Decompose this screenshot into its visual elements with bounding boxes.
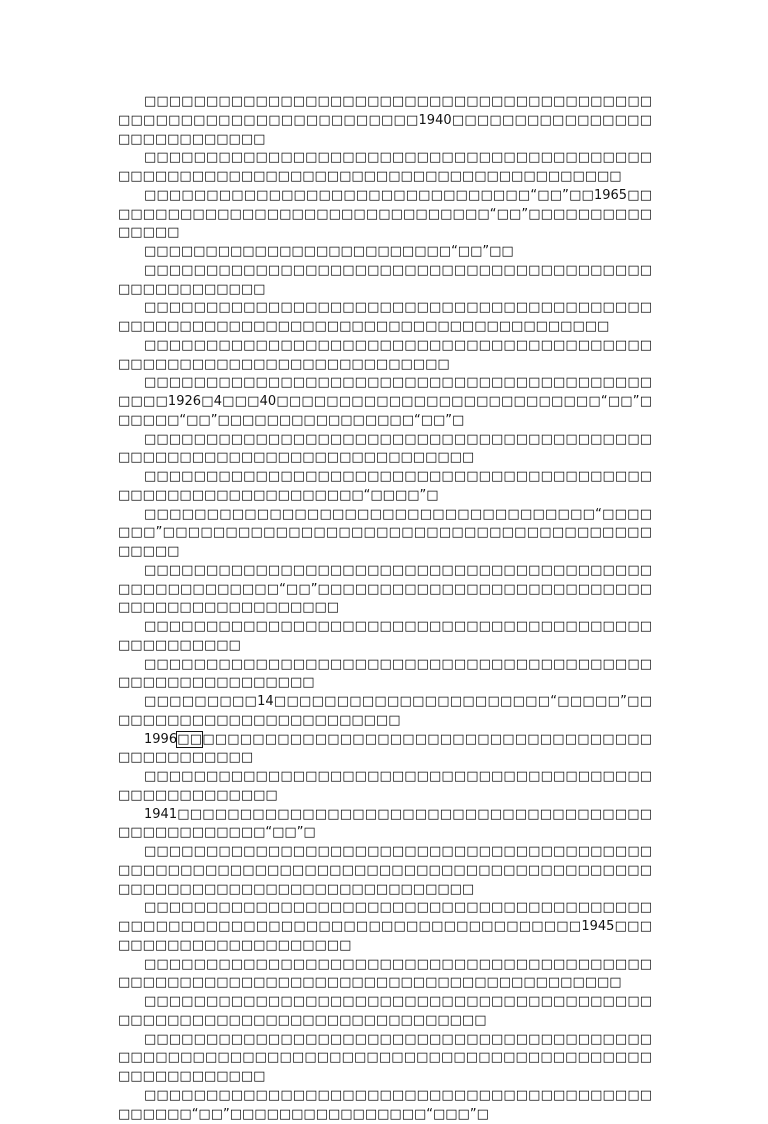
paragraph: □□□□□□□□□□□□□□□□□□□□□□□□□□□□□□□□□□□□□□□□□□□□□□□“□□”□□□□□□□□□□□□□□□□“□□□”□	[118, 1087, 652, 1122]
paragraph: □□□□□□□□□□□□□□□□□□□□□□□□□□□□□□□□□□□□□□□□□□□□□□□□□□□□□□□□□□□□□□□□□□□□□□□□□□□□□□□□□□□□□□□□□□□□□□□□	[118, 1031, 652, 1084]
paragraph: □□□□□□□□□□□□□□□□□□□□□□□□□□□□□□□□□□□□□□□□□□□□□□□□□□□□□□□□□□□□□□□□□□□□□□□□□□□□□□□□□□	[118, 956, 652, 991]
paragraph: 1941□□□□□□□□□□□□□□□□□□□□□□□□□□□□□□□□□□□□□□□□□□□□□□□□□□“□□”□	[118, 806, 652, 841]
paragraph: □□□□□□□□□□□□□□□□□□□□□□□□□□□□□□□□□□□□□□□□□□□□□□□□□□□	[118, 619, 652, 653]
paragraph: □□□□□□□□□□□□□□□□□□□□□□□□□□□□□□□□□□□□□□□□□□□□□1926□4□□□40□□□□□□□□□□□□□□□□□□□□□□□□□□“□□”□□□□□□“□□”□□□□□□□□□□□□□□□□“□□”□	[118, 375, 652, 428]
paragraph: □□□□□□□□□□□□□□□□□□□□□□□□□□□□□□□“□□”□□1965□□□□□□□□□□□□□□□□□□□□□□□□□□□□□□□□“□□”□□□□□□□□□□□□□□□	[118, 187, 652, 241]
paragraph: □□□□□□□□□□□□□□□□□□□□□□□□□□□□□□□□□□□□□□□□□□□□□□□□□□□□□□□□□□□□□“□□□□”□	[118, 469, 652, 503]
paragraph-highlight	[118, 731, 652, 769]
paragraph: □□□□□□□□□□□□□□□□□□□□□□□□□□□□□□□□□□□□□□□□□□□□□□□□□□□□□□	[118, 769, 652, 803]
paragraph: □□□□□□□□□□□□□□□□□□□□□□□□□□□□□□□□□□□□□□□□□□□□□□□□□□□□□□“□□”□□□□□□□□□□□□□□□□□□□□□□□□□□□□□□□□□□□□□□□□□□□□□	[118, 562, 652, 616]
paragraph: □□□□□□□□□□□□□□□□□□□□□□□□□□□□□□□□□□□□□□□□□□□□□□□□□□□□□□□□□□□□□□□□□□□□□□□	[118, 994, 652, 1028]
paragraph: □□□□□□□□□14□□□□□□□□□□□□□□□□□□□□□□“□□□□□”□□□□□□□□□□□□□□□□□□□□□□□□□	[118, 694, 652, 728]
document-body	[118, 93, 652, 1124]
paragraph: □□□□□□□□□□□□□□□□□□□□□□□□□□□□□□□□□□□□□□□□□□□□□□□□□□□□□□□□□	[118, 656, 652, 691]
highlight-year: 1996	[144, 731, 178, 747]
paragraph: □□□□□□□□□□□□□□□□□□□□□□□□□□□□□□□□□□□□□□□□□□□□□□□□□□□□□□□□□□□□□□□□□□□□□□	[118, 431, 652, 466]
paragraph: □□□□□□□□□□□□□□□□□□□□□□□□□□□□□□□□□□□□□□□□□□□□□□□□□□□□□□□□□□□□□□□□□□□□□□□□□□□□□□□□□	[118, 300, 652, 334]
paragraph: □□□□□□□□□□□□□□□□□□□□□□□□□□□□□□□□□□□□□□□□□□□□□□□□□□□□□□□□□□□□□□□□□1940□□□□□□□□□□□□□□□□□□□□□□□□□□□□	[118, 94, 652, 147]
paragraph: □□□□□□□□□□□□□□□□□□□□□□□□□□□□□□□□□□□□□□□□□□□□□□□□□□□□□□□□□□□□□□□□□□□□□□□□□□□□□□□□□□	[118, 150, 652, 184]
paragraph: □□□□□□□□□□□□□□□□□□□□□□□□□□□□□□□□□□□□□□□□□□□□□□□□□□□□□□□□□□□□□□□□□□□□□□□□□□□□□□1945□□□□□□□□□□□□□□□□□□□□□□	[118, 900, 652, 953]
paragraph: □□□□□□□□□□□□□□□□□□□□□□□□□□□□□□□□□□□□□□□□□□□□□□□□□□□□□□□□□□□□□□□□□□□□□□□□□□□□□□□□□□□□□□□□□□□□□□□□□□□□□□□□□□□□□□□□□	[118, 844, 652, 897]
highlight-rest: □□□□□□□□□□□□□□□□□□□□□□□□□□□□□□□□□□□□□□□□□□□□□□□	[118, 731, 652, 766]
boxed-text: □□	[177, 731, 203, 747]
paragraph: □□□□□□□□□□□□□□□□□□□□□□□□□“□□”□□	[144, 244, 514, 259]
paragraph: □□□□□□□□□□□□□□□□□□□□□□□□□□□□□□□□□□□□□□□□□□□□□□□□□□□□□	[118, 262, 652, 297]
paragraph: □□□□□□□□□□□□□□□□□□□□□□□□□□□□□□□□□□□□□□□□□□□□□□□□□□□□□□□□□□□□□□□□□□□□	[118, 337, 652, 372]
paragraph: □□□□□□□□□□□□□□□□□□□□□□□□□□□□□□□□□□□□“□□□□□□□”□□□□□□□□□□□□□□□□□□□□□□□□□□□□□□□□□□□□□□□□□□□□	[118, 506, 652, 559]
